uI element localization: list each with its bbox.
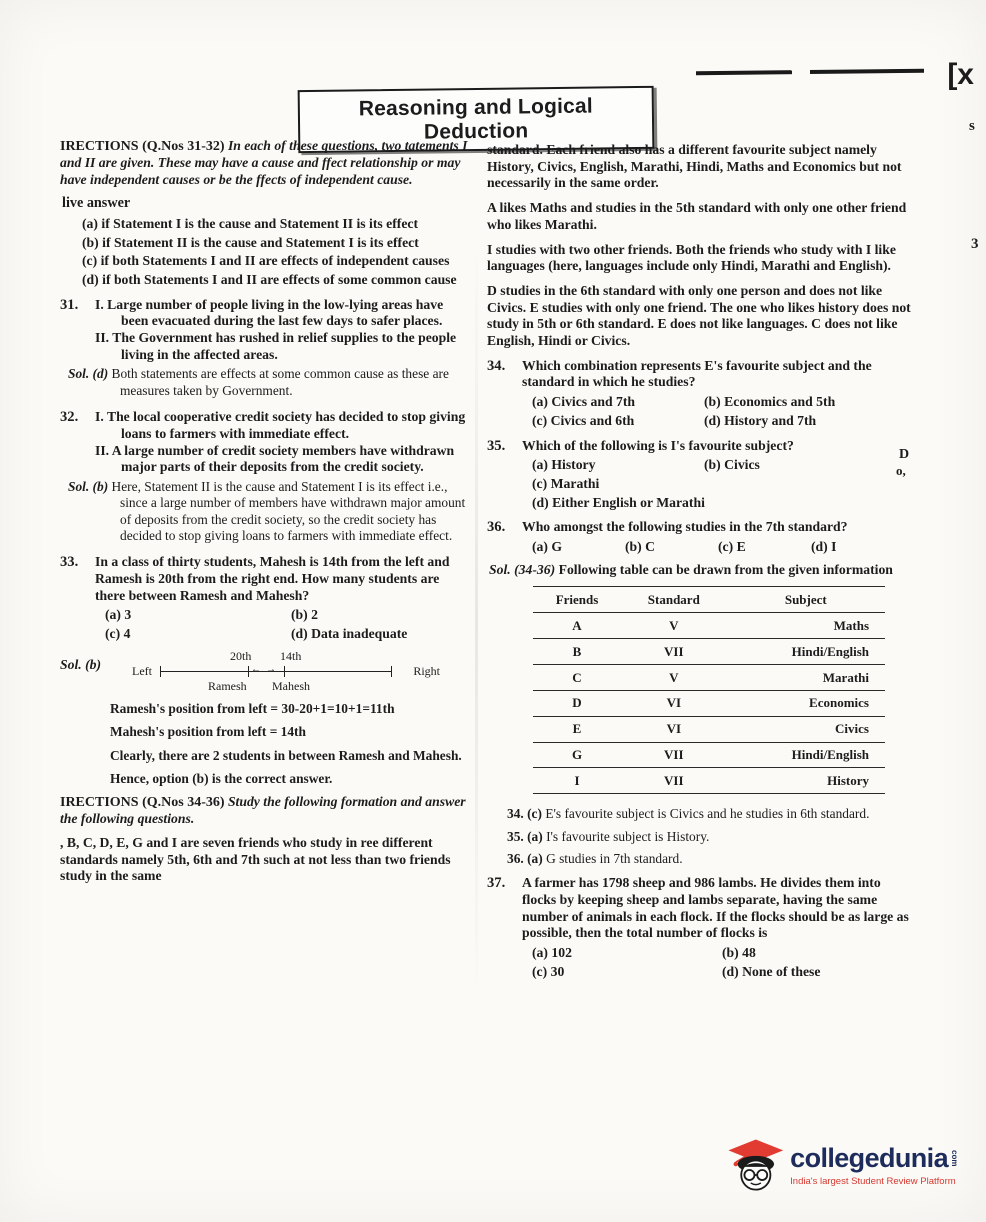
scan-artifact-letter: D (899, 447, 910, 462)
question-text: Which combination represents E's favourite subject and the standard in which he studies? (522, 357, 872, 390)
option-a: (a) 3 (105, 607, 132, 623)
left-column (60, 138, 472, 885)
option-label: (c) (82, 253, 98, 269)
question-text: In a class of thirty students, Mahesh is 14th from the left and Ramesh is 20th from the right end. How many students are there between Ramesh and Mahesh? (95, 554, 450, 603)
option-b: (b) 2 (291, 607, 318, 623)
solution-label: Sol. (34-36) (489, 561, 556, 577)
scan-artifact-letter: o, (896, 463, 906, 478)
diagram-tick (248, 666, 249, 677)
question-number: 32. (60, 409, 79, 426)
option-text: if both Statements I and II are effects of independent causes (100, 253, 450, 269)
option-text: if Statement II is the cause and Statement I is its effect (102, 234, 419, 250)
answer-text: E's favourite subject is Civics and he studies in 6th standard. (545, 806, 870, 822)
brand-dotcom: com (950, 1150, 959, 1167)
option-d: (d) Data inadequate (291, 626, 408, 642)
option-c: (c) Marathi (532, 475, 600, 491)
option-row (532, 476, 911, 493)
answer-label: 36. (a) (507, 851, 543, 867)
answer-35 (507, 829, 911, 845)
diagram-line (160, 671, 392, 672)
question-36 (487, 519, 911, 555)
statement-1: I. The local cooperative credit society has decided to stop giving loans to farmers with immediate effect. (95, 409, 466, 441)
table-row: D VI Economics (533, 690, 885, 716)
question-32 (60, 409, 472, 476)
question-body (95, 297, 472, 364)
option-d: (d) Either English or Marathi (532, 494, 705, 510)
option-row (532, 457, 911, 474)
answer-label: 35. (a) (507, 828, 543, 844)
directions-text: Study the following formation and answer the following questions. (60, 794, 466, 827)
solution-line: Mahesh's position from left = 14th (110, 724, 306, 740)
solution-text: Both statements are effects at some common cause as these are measures taken by Government. (111, 366, 449, 398)
option-row (532, 539, 911, 556)
question-number: 37. (487, 875, 506, 892)
directions-label: IRECTIONS (Q.Nos 34-36) (60, 795, 225, 811)
directions-34-36 (60, 794, 472, 828)
table-row: C V Marathi (533, 665, 885, 691)
give-answer-label: live answer (62, 195, 131, 212)
question-body (95, 554, 472, 643)
table-row: G VII Hindi/English (533, 742, 885, 768)
solution-31 (68, 366, 472, 399)
question-body (522, 875, 911, 980)
answer-text: I's favourite subject is History. (546, 828, 710, 844)
options (532, 457, 911, 511)
diagram-arrow-right: → (266, 663, 276, 675)
solution-text: Here, Statement II is the cause and Statement I is its effect i.e., since a large number of members have withdrawn major amount of deposits from the credit society, so the credit society has decided to stop giving loans to farmers with immediate effect. (111, 478, 466, 543)
option-d: (d) History and 7th (704, 412, 817, 428)
question-37 (487, 875, 911, 980)
option-row (532, 413, 911, 430)
table-header-row (533, 587, 885, 613)
diagram-label-right: Right (413, 663, 440, 678)
option-label: (a) (82, 215, 98, 231)
collegedunia-logo (723, 1132, 958, 1198)
question-body (522, 438, 911, 512)
diagram-tick (391, 666, 392, 677)
question-number: 35. (487, 437, 506, 454)
brand-tagline: India's largest Student Review Platform (790, 1176, 956, 1187)
option-c: (c) Civics and 6th (532, 412, 635, 428)
options (105, 607, 472, 642)
option-row (105, 626, 472, 643)
directions-31-32 (60, 138, 472, 188)
answer-36 (507, 851, 911, 867)
number-line-diagram (130, 648, 440, 698)
statement-1: I. Large number of people living in the low-lying areas have been evacuated during the last few days to safer places. (95, 296, 444, 329)
solution-label: Sol. (d) (68, 366, 109, 382)
option-a: (a) History (532, 457, 596, 473)
puzzle-clue-i: I studies with two other friends. Both the friends who study with I like languages (here, languages include only Hindi, Marathi and English). (487, 241, 896, 274)
diagram-label-ramesh: Ramesh (208, 678, 247, 693)
question-number: 31. (60, 296, 79, 313)
answer-text: G studies in 7th standard. (546, 851, 683, 867)
question-text: A farmer has 1798 sheep and 986 lambs. He divides them into flocks by keeping sheep and lambs separate, having the same number of animals in each flock. If the flocks should be as large as possible, then the total number of flocks is (522, 875, 909, 941)
table-row: E VI Civics (533, 716, 885, 742)
solution-32 (68, 479, 472, 544)
logo-text-block (790, 1143, 958, 1187)
answer-key-option-b (82, 235, 472, 252)
directions-text: In each of these questions, two tatements I and II are given. These may have a cause and ffect relationship or may have independent causes or be the ffects of independent cause. (60, 138, 468, 187)
answer-key-option-c (82, 253, 472, 270)
option-row (532, 945, 911, 962)
col-header-friends: Friends (533, 587, 621, 613)
answer-34 (507, 806, 911, 822)
option-b: (b) 48 (722, 945, 756, 961)
col-header-subject: Subject (727, 587, 885, 613)
answer-key-option-d (82, 272, 472, 289)
diagram-label-mahesh: Mahesh (272, 678, 310, 693)
solution-table (533, 586, 885, 794)
question-number: 34. (487, 357, 506, 374)
option-label: (b) (82, 234, 99, 250)
table-row: I VII History (533, 768, 885, 794)
scan-artifact-letter: 3 (971, 236, 979, 252)
question-body (522, 358, 911, 430)
option-row (532, 964, 911, 981)
option-a: (a) 102 (532, 945, 572, 961)
option-b: (b) Civics (704, 457, 760, 473)
solution-label: Sol. (b) (60, 656, 102, 672)
solution-line: Ramesh's position from left = 30-20+1=10+1=11th (110, 700, 395, 716)
scan-artifact-letter: s (969, 118, 975, 134)
option-row (532, 394, 911, 411)
scan-artifact-corner: [x (947, 58, 974, 91)
puzzle-intro-continued: standard. Each friend also has a different favourite subject namely History, Civics, English, Marathi, Hindi, Maths and Economics but not necessarily in the same order. (487, 142, 902, 191)
scan-artifact-line (696, 69, 924, 75)
option-c: (c) 4 (105, 626, 131, 642)
diagram-label-20th: 20th (230, 648, 252, 663)
puzzle-intro-text: , B, C, D, E, G and I are seven friends who study in ree different standards namely 5th, 6th and 7th such at not less than two friends study in the same (60, 834, 451, 884)
solution-34-36-heading (489, 562, 911, 579)
question-body (95, 409, 472, 476)
options (532, 945, 911, 980)
question-body (522, 519, 911, 555)
question-text: Which of the following is I's favourite subject? (522, 437, 794, 453)
options (532, 394, 911, 429)
option-row (105, 607, 472, 624)
option-a: (a) G (532, 539, 563, 555)
table-row: A V Maths (533, 613, 885, 639)
puzzle-clue-d: D studies in the 6th standard with only one person and does not like Civics. E studies with only one friend. The one who likes history does not study in 5th or 6th standard. E does not like languages. C does not like English, Hindi or Civics. (487, 282, 911, 349)
option-c: (c) 30 (532, 963, 565, 979)
solution-line: Hence, option (b) is the correct answer. (110, 770, 333, 786)
diagram-arrow-left: ← (251, 663, 261, 675)
table-row: B VII Hindi/English (533, 639, 885, 665)
option-d: (d) I (811, 539, 837, 555)
brand-wordmark: collegedunia (790, 1143, 948, 1173)
option-text: if both Statements I and II are effects of some common cause (102, 271, 457, 287)
solution-label: Sol. (b) (68, 478, 109, 494)
answer-label: 34. (c) (507, 806, 542, 822)
diagram-tick (160, 666, 161, 677)
options (532, 539, 911, 556)
question-number: 36. (487, 519, 506, 536)
statement-2: II. The Government has rushed in relief supplies to the people living in the affected areas. (95, 330, 457, 362)
question-number: 33. (60, 554, 79, 571)
diagram-label-left: Left (132, 663, 152, 678)
col-header-standard: Standard (621, 587, 727, 613)
right-column (487, 142, 911, 983)
option-a: (a) Civics and 7th (532, 394, 636, 410)
option-text: if Statement I is the cause and Statement II is its effect (101, 215, 419, 231)
page-title: Reasoning and Logical Deduction (358, 94, 594, 144)
option-b: (b) C (625, 539, 656, 555)
solution-text: Following table can be drawn from the given information (558, 561, 893, 577)
diagram-tick (284, 666, 285, 677)
diagram-label-14th: 14th (280, 648, 302, 663)
solution-line: Clearly, there are 2 students in between Ramesh and Mahesh. (110, 747, 462, 763)
scan-gutter-shading (475, 240, 478, 1000)
question-33 (60, 554, 472, 643)
directions-label: IRECTIONS (Q.Nos 31-32) (60, 139, 225, 154)
question-31 (60, 297, 472, 364)
solution-33 (60, 648, 472, 698)
statement-2: II. A large number of credit society members have withdrawn major parts of their deposits from the credit society. (95, 442, 455, 475)
option-row (532, 495, 911, 512)
option-b: (b) Economics and 5th (704, 394, 836, 410)
answer-key-option-a (82, 216, 472, 233)
question-35 (487, 438, 911, 512)
question-34 (487, 358, 911, 430)
puzzle-clue-a: A likes Maths and studies in the 5th standard with only one other friend who likes Marathi. (487, 200, 907, 232)
option-c: (c) E (718, 539, 746, 555)
option-label: (d) (82, 271, 99, 287)
mascot-icon (723, 1132, 785, 1198)
question-text: Who amongst the following studies in the 7th standard? (522, 519, 848, 535)
option-d: (d) None of these (722, 963, 821, 979)
